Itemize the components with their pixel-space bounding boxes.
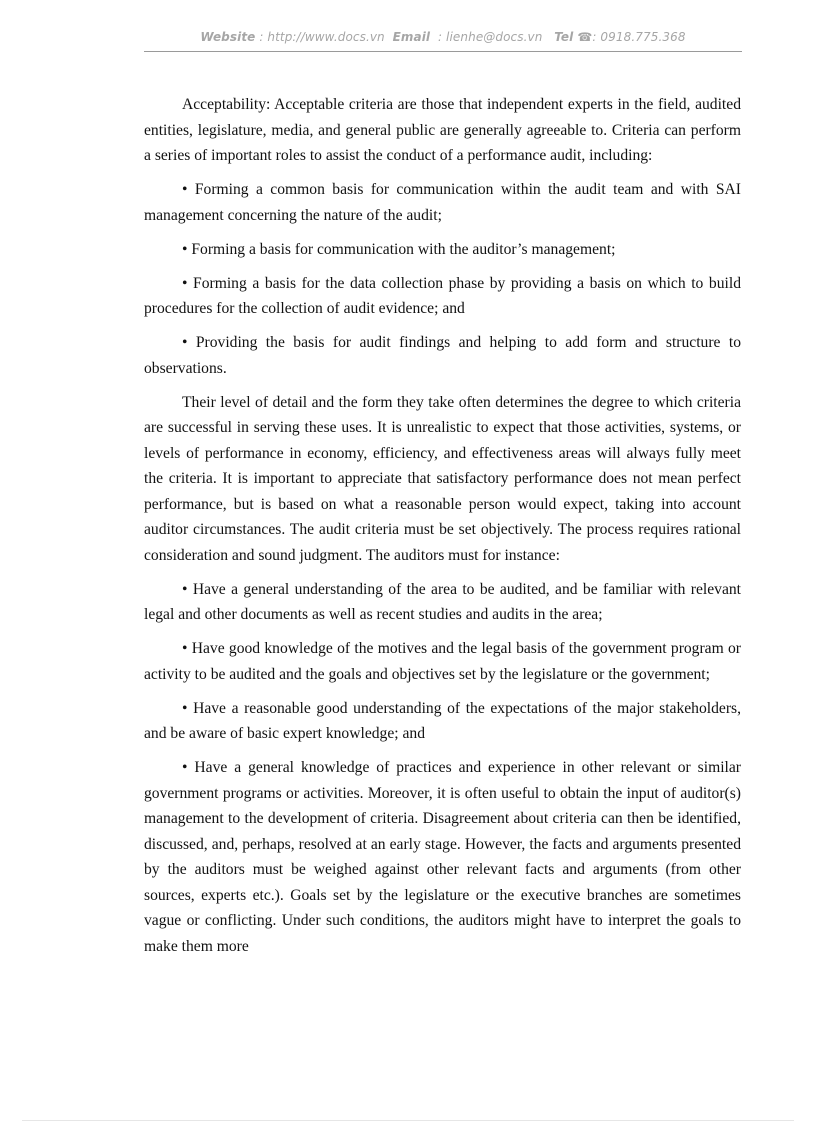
bullet-common-basis: • Forming a common basis for communication within the audit team and with SAI management concerning the nature of the audit; [144, 181, 741, 224]
tel-value: : 0918.775.368 [592, 30, 686, 44]
document-body [144, 92, 741, 968]
bullet-audit-findings: • Providing the basis for audit findings and helping to add form and structure to observations. [144, 334, 741, 377]
bullet-data-collection: • Forming a basis for the data collection phase by providing a basis on which to build procedures for the collection of audit evidence; and [144, 274, 741, 317]
footer-divider [22, 1120, 794, 1121]
website-value[interactable]: : http://www.docs.vn [259, 30, 385, 44]
bullet-stakeholders: • Have a reasonable good understanding of the expectations of the major stakeholders, and be aware of basic expert knowledge; and [144, 699, 741, 742]
bullet-general-knowledge: • Have a general knowledge of practices and experience in other relevant or similar government programs or activities. Moreover, it is often useful to obtain the input of auditor(s) management to the development of criteria. Disagreement about criteria can then be identified, discussed, and, perhaps, resolved at an early stage. However, the facts and arguments presented by the auditors must be weighed against other relevant facts and arguments (from other sources, experts etc.). Goals set by the legislature or the executive branches are sometimes vague or conflicting. Under such conditions, the auditors might have to interpret the goals to make them more [144, 759, 741, 955]
tel-label: Tel [554, 30, 574, 44]
bullet-communication: • Forming a basis for communication with the auditor’s management; [182, 240, 616, 258]
bullet-general-understanding: • Have a general understanding of the area to be audited, and be familiar with relevant legal and other documents as well as recent studies and audits in the area; [144, 580, 741, 623]
email-value[interactable]: : lienhe@docs.vn [438, 30, 543, 44]
page-header [144, 30, 742, 44]
header-divider [144, 51, 742, 52]
email-label: Email [392, 30, 431, 44]
website-label: Website [200, 30, 256, 44]
phone-icon: ☎ [577, 30, 593, 44]
bullet-good-knowledge: • Have good knowledge of the motives and the legal basis of the government program or activity to be audited and the goals and objectives set by the legislature or the government; [144, 640, 741, 683]
paragraph-acceptability: Acceptability: Acceptable criteria are those that independent experts in the field, audited entities, legislature, media, and general public are generally agreeable to. Criteria can perform a series of important roles to assist the conduct of a performance audit, including: [144, 96, 741, 164]
paragraph-level-of-detail: Their level of detail and the form they take often determines the degree to which criteria are successful in serving these uses. It is unrealistic to expect that those activities, systems, or levels of performance in economy, efficiency, and effectiveness areas will always fully meet the criteria. It is important to appreciate that satisfactory performance does not mean perfect performance, but is based on what a reasonable person would expect, taking into account auditor circumstances. The audit criteria must be set objectively. The process requires rational consideration and sound judgment. The auditors must for instance: [144, 393, 741, 564]
